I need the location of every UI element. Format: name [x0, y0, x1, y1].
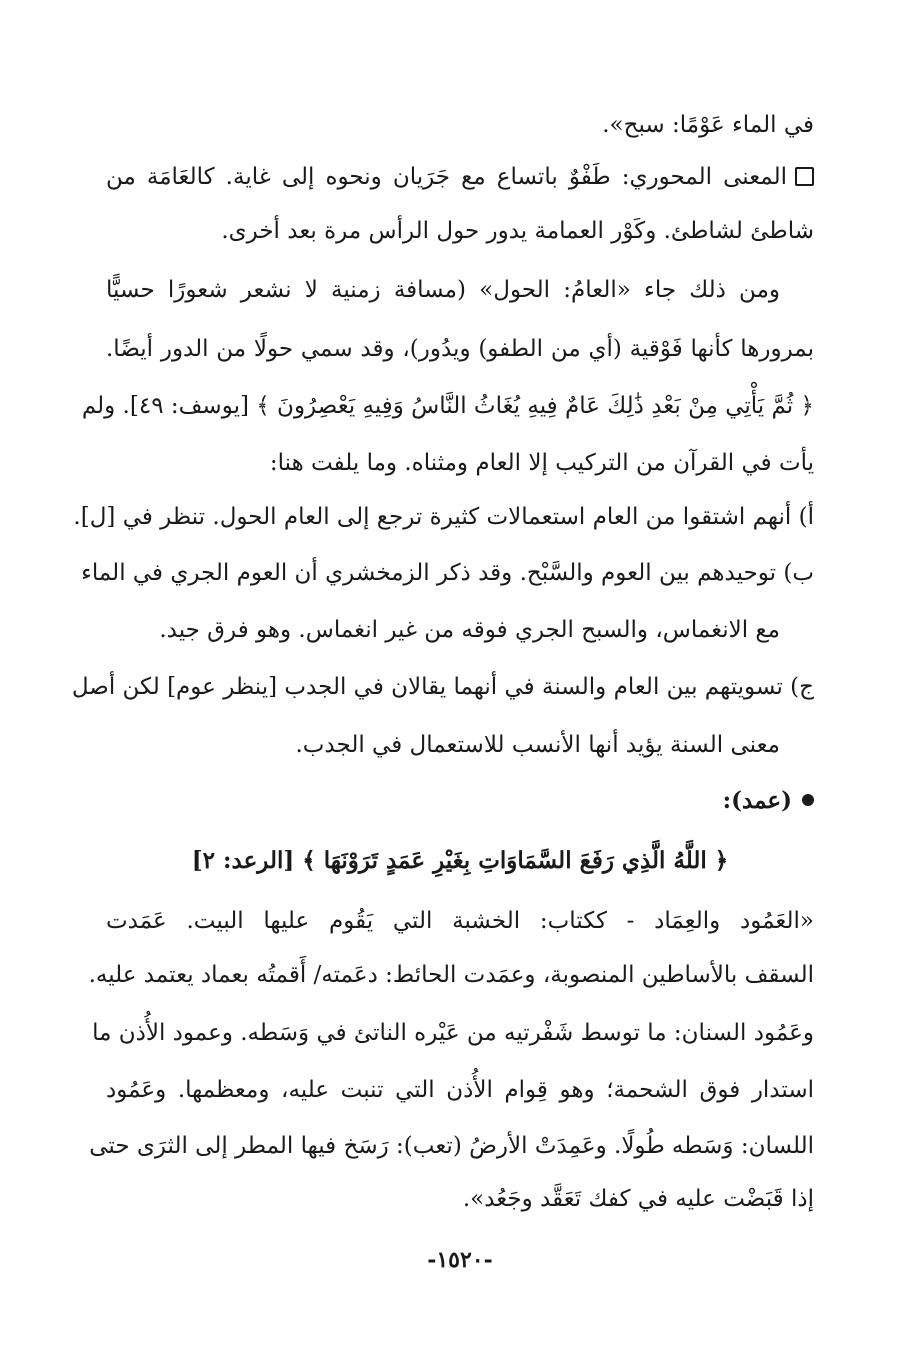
text-line — [106, 906, 814, 936]
text-line — [88, 960, 814, 990]
section-heading — [106, 786, 814, 816]
quran-verse-line — [106, 846, 814, 876]
line-text: بمرورها كأنها فَوْقية (أي من الطفو) ويدُور)، وقد سمي حولًا من الدور أيضًا. — [106, 336, 814, 362]
text-line — [106, 448, 814, 478]
line-text: اللسان: وَسَطه طُولًا. وعَمِدَتْ الأرضُ (تعب): رَسَخ فيها المطر إلى الثرَى حتى — [89, 1133, 814, 1159]
heading-text: (عمد): — [722, 787, 792, 814]
line-text: «العَمُود والعِمَاد - ككتاب: الخشبة التي يَقُوم عليها البيت. عَمَدت — [106, 908, 814, 934]
line-text: مع الانغماس، والسبح الجري فوقه من غير انغماس. وهو فرق جيد. — [159, 617, 780, 643]
line-text: إذا قَبَضْت عليه في كفك تَعَقَّد وجَعُد». — [462, 1186, 814, 1212]
text-line — [106, 162, 814, 192]
text-line — [106, 110, 814, 140]
text-line — [106, 1075, 814, 1105]
line-text: يأت في القرآن من التركيب إلا العام ومثناه. وما يلفت هنا: — [269, 450, 814, 476]
list-item-a — [73, 502, 814, 532]
page-number: -١٥٢٠- — [427, 1247, 493, 1273]
line-text: ﴿ ثُمَّ يَأْتِي مِنْ بَعْدِ ذَٰلِكَ عَامٌ فِيهِ يُغَاثُ النَّاسُ وَفِيهِ يَعْصِرُونَ ﴾ [يوسف: ٤٩]. ولم — [81, 393, 814, 419]
line-text: ﴿ اللَّهُ الَّذِي رَفَعَ السَّمَاوَاتِ بِغَيْرِ عَمَدٍ تَرَوْنَهَا ﴾ [الرعد: ٢] — [191, 847, 729, 874]
line-text: ب) توحيدهم بين العوم والسَّبْح. وقد ذكر الزمخشري أن العوم الجري في الماء — [81, 560, 814, 586]
line-text: في الماء عَوْمًا: سبح». — [602, 112, 814, 138]
line-text: المعنى المحوري: طَفْوٌ باتساع مع جَرَيان ونحوه إلى غاية. كالعَامَة من — [106, 164, 787, 190]
text-line — [92, 1018, 814, 1048]
line-text: شاطئ لشاطئ. وكَوْر العمامة يدور حول الرأس مرة بعد أخرى. — [221, 218, 814, 244]
square-marker-icon — [795, 167, 814, 186]
line-text: السقف بالأساطين المنصوبة، وعمَدت الحائط: دعَمته/ أَقمتُه بعماد يعتمد عليه. — [88, 962, 814, 988]
line-text: استدار فوق الشحمة؛ وهو قِوام الأُذن التي تنبت عليه، ومعظمها. وعَمُود — [106, 1077, 814, 1103]
text-line — [106, 730, 780, 760]
text-line — [106, 615, 780, 645]
line-text: وعَمُود السنان: ما توسط شَفْرتيه من عَيْره الناتئ في وَسَطه. وعمود الأُذن ما — [92, 1020, 814, 1046]
text-line — [106, 1184, 814, 1214]
line-text: ومن ذلك جاء «العامُ: الحول» (مسافة زمنية لا نشعر شعورًا حسيًّا — [106, 277, 780, 303]
line-text: معنى السنة يؤيد أنها الأنسب للاستعمال في الجدب. — [295, 732, 780, 758]
bullet-icon — [802, 794, 814, 806]
line-text: ج) تسويتهم بين العام والسنة في أنهما يقالان في الجدب [ينظر عوم] لكن أصل — [71, 674, 814, 700]
text-line — [106, 216, 814, 246]
quran-verse-line — [81, 391, 814, 421]
text-line — [89, 1131, 814, 1161]
line-text: أ) أنهم اشتقوا من العام استعمالات كثيرة ترجع إلى العام الحول. تنظر في [ل]. — [73, 504, 814, 530]
list-item-b — [81, 558, 814, 588]
list-item-c — [71, 672, 814, 702]
text-line — [106, 275, 780, 305]
text-line — [106, 334, 814, 364]
